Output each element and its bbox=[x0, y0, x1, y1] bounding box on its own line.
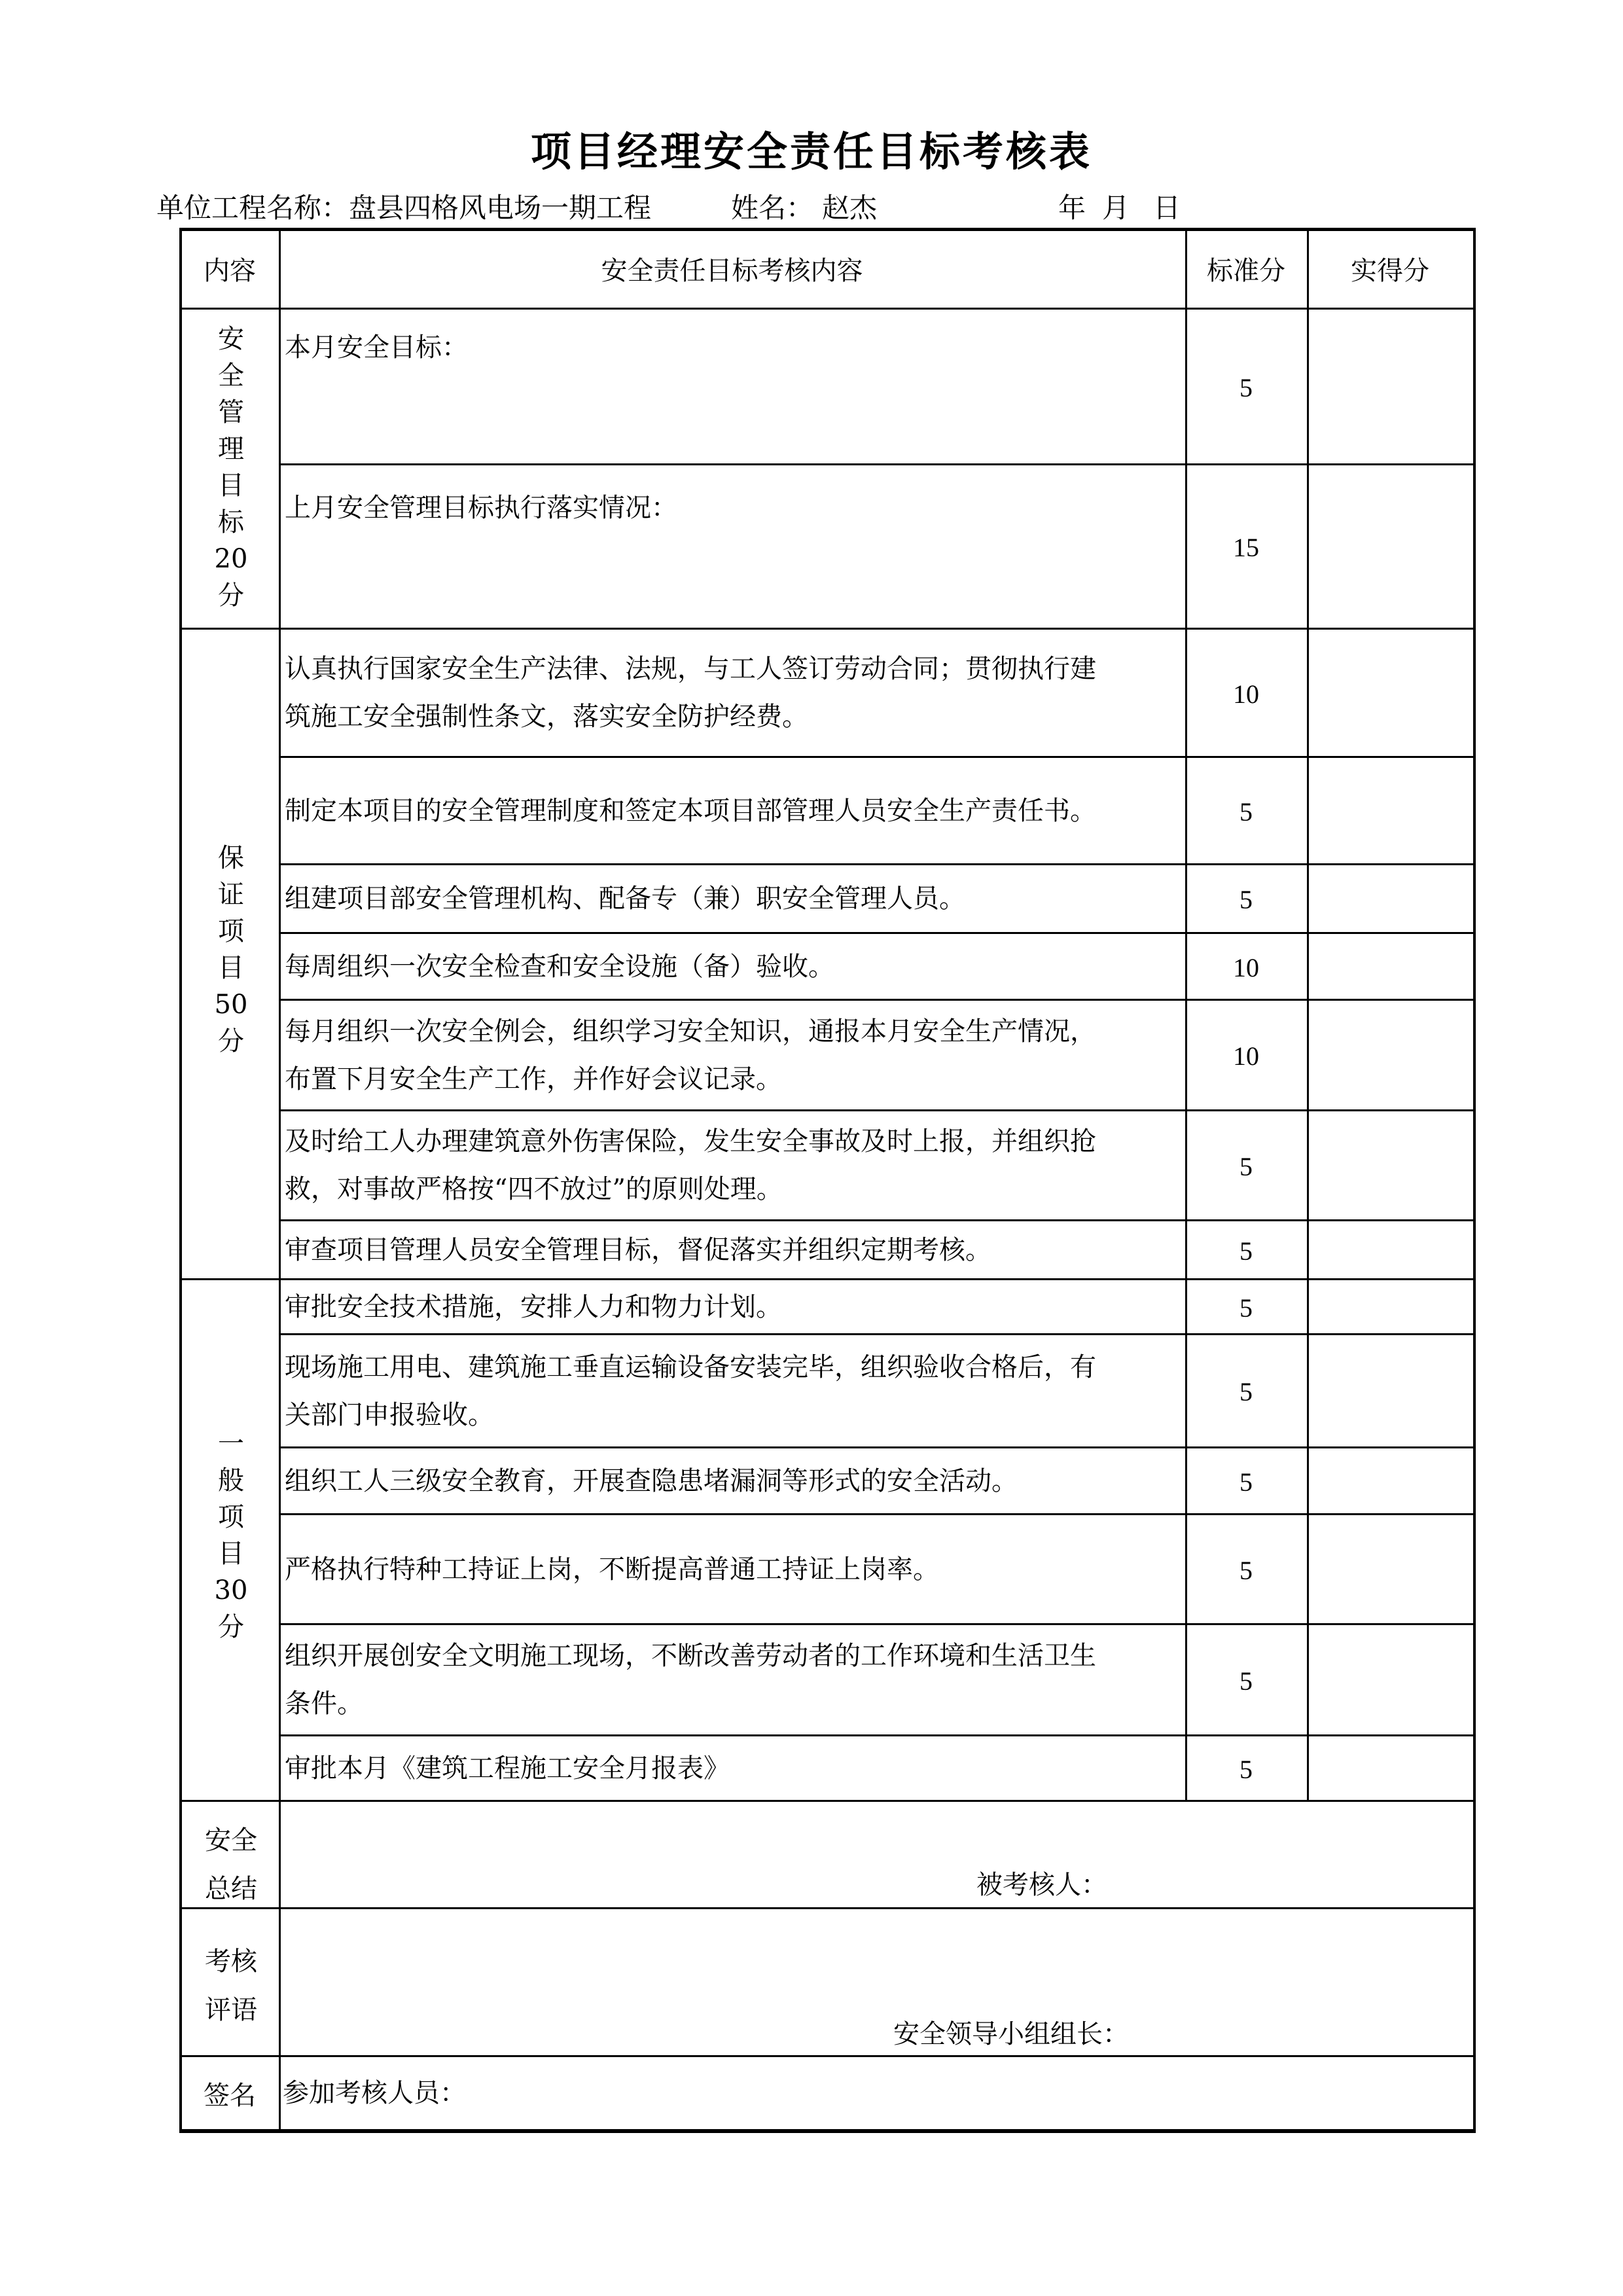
sign-label: 签名 bbox=[204, 2080, 256, 2111]
standard-score: 10 bbox=[1233, 679, 1259, 709]
standard-score: 5 bbox=[1240, 1555, 1253, 1585]
section-label-char: 30 bbox=[214, 1575, 248, 1605]
row-divider bbox=[279, 756, 1473, 758]
section-label-char: 理 bbox=[218, 434, 244, 464]
standard-score: 5 bbox=[1240, 797, 1253, 827]
row-item-text bbox=[281, 1632, 1184, 1728]
row-item-line: 组织开展创安全文明施工现场，不断改善劳动者的工作环境和生活卫生 bbox=[285, 1641, 1096, 1671]
row-item-line: 组建项目部安全管理机构、配备专（兼）职安全管理人员。 bbox=[285, 884, 965, 914]
section-divider bbox=[179, 2055, 1473, 2057]
standard-score: 5 bbox=[1240, 1377, 1253, 1407]
row-item-text bbox=[281, 787, 1184, 835]
row-divider bbox=[279, 1109, 1473, 1111]
row-item-line: 制定本项目的安全管理制度和签定本项目部管理人员安全生产责任书。 bbox=[285, 795, 1096, 826]
standard-score: 5 bbox=[1240, 1151, 1253, 1181]
summary-label-line: 安全 bbox=[205, 1825, 257, 1856]
row-item-text bbox=[281, 324, 1184, 372]
summary-label-line: 总结 bbox=[205, 1874, 257, 1904]
review-label bbox=[183, 1937, 279, 2034]
actual-score-input[interactable] bbox=[1309, 1625, 1472, 1734]
section-label-char: 分 bbox=[218, 581, 244, 611]
row-item-line: 审批安全技术措施，安排人力和物力计划。 bbox=[285, 1291, 782, 1322]
section-divider bbox=[179, 1907, 1473, 1909]
row-divider bbox=[279, 1333, 1473, 1335]
row-divider bbox=[279, 1219, 1473, 1221]
section-label-char: 管 bbox=[218, 397, 244, 427]
row-divider bbox=[279, 1734, 1473, 1736]
row-divider bbox=[279, 463, 1473, 465]
row-item-line: 审批本月《建筑工程施工安全月报表》 bbox=[285, 1753, 730, 1784]
actual-score-input[interactable] bbox=[1309, 865, 1472, 932]
row-item-line: 审查项目管理人员安全管理目标，督促落实并组织定期考核。 bbox=[285, 1234, 991, 1265]
date-year: 年 bbox=[1058, 192, 1086, 224]
table-left-border bbox=[179, 228, 182, 2133]
section-divider bbox=[179, 1278, 1473, 1280]
actual-score-input[interactable] bbox=[1309, 1111, 1472, 1219]
row-item-text bbox=[281, 1227, 1184, 1274]
row-item-text bbox=[281, 1458, 1184, 1505]
row-item-line: 每周组织一次安全检查和安全设施（备）验收。 bbox=[285, 951, 834, 982]
header-content: 内容 bbox=[204, 256, 256, 286]
header-items: 安全责任目标考核内容 bbox=[601, 256, 863, 286]
row-item-text bbox=[281, 1118, 1184, 1213]
row-item-line: 关部门申报验收。 bbox=[285, 1399, 494, 1430]
actual-score-input[interactable] bbox=[1309, 1221, 1472, 1278]
section-label-char: 目 bbox=[218, 953, 244, 983]
review-input[interactable] bbox=[281, 1910, 1472, 2008]
section-label-char: 分 bbox=[218, 1026, 244, 1056]
section-label-general bbox=[183, 1426, 279, 1645]
summary-signer: 被考核人： bbox=[976, 1870, 1107, 1900]
actual-score-input[interactable] bbox=[1309, 630, 1472, 756]
actual-score-input[interactable] bbox=[1309, 1280, 1472, 1333]
review-label-line: 考核 bbox=[205, 1946, 257, 1977]
section-label-char: 目 bbox=[218, 1539, 244, 1569]
page-title: 项目经理安全责任目标考核表 bbox=[530, 128, 1092, 175]
row-item-line: 条件。 bbox=[285, 1689, 363, 1719]
section-divider bbox=[179, 628, 1473, 630]
actual-score-input[interactable] bbox=[1309, 934, 1472, 999]
section-label-char: 目 bbox=[218, 471, 244, 501]
row-divider bbox=[279, 1623, 1473, 1625]
standard-score: 5 bbox=[1240, 1236, 1253, 1266]
section-label-char: 全 bbox=[218, 361, 244, 391]
row-item-text bbox=[281, 1008, 1184, 1103]
header-actual: 实得分 bbox=[1351, 256, 1429, 286]
actual-score-input[interactable] bbox=[1309, 310, 1472, 463]
section-label-char: 般 bbox=[218, 1465, 244, 1496]
table-bottom-border bbox=[179, 2129, 1476, 2133]
actual-score-input[interactable] bbox=[1309, 1335, 1472, 1446]
section-label-char: 证 bbox=[218, 880, 244, 910]
row-divider bbox=[279, 999, 1473, 1001]
actual-score-input[interactable] bbox=[1309, 1001, 1472, 1109]
row-divider bbox=[279, 1446, 1473, 1448]
section-label-char: 分 bbox=[218, 1612, 244, 1642]
standard-score: 10 bbox=[1233, 1041, 1259, 1071]
section-label-char: 项 bbox=[218, 1502, 244, 1532]
row-item-text bbox=[281, 1283, 1184, 1331]
section-label-char: 保 bbox=[218, 843, 244, 873]
table-right-border bbox=[1473, 228, 1476, 2133]
row-divider bbox=[279, 1513, 1473, 1515]
standard-score: 10 bbox=[1233, 952, 1259, 982]
date-day: 日 bbox=[1153, 192, 1181, 224]
section-label-char: 标 bbox=[218, 507, 244, 537]
review-signer: 安全领导小组组长： bbox=[893, 2019, 1129, 2049]
row-item-line: 上月安全管理目标执行落实情况： bbox=[285, 493, 677, 523]
header-standard: 标准分 bbox=[1207, 256, 1285, 286]
summary-label bbox=[183, 1816, 279, 1913]
row-item-text bbox=[281, 645, 1184, 741]
name-value: 赵杰 bbox=[822, 192, 878, 224]
row-item-line: 认真执行国家安全生产法律、法规，与工人签订劳动合同；贯彻执行建 bbox=[285, 654, 1096, 684]
standard-score: 5 bbox=[1240, 1666, 1253, 1696]
row-item-line: 现场施工用电、建筑施工垂直运输设备安装完毕，组织验收合格后，有 bbox=[285, 1352, 1096, 1382]
row-item-text bbox=[281, 1745, 1184, 1793]
name-label: 姓名： bbox=[731, 192, 814, 224]
standard-score: 5 bbox=[1240, 1754, 1253, 1784]
section-label-char: 安 bbox=[218, 324, 244, 354]
section-label-char: 一 bbox=[218, 1429, 244, 1459]
row-divider bbox=[279, 932, 1473, 934]
actual-score-input[interactable] bbox=[1309, 465, 1472, 628]
section-label-char: 20 bbox=[214, 544, 248, 574]
standard-score: 5 bbox=[1240, 1293, 1253, 1323]
actual-score-input[interactable] bbox=[1309, 758, 1472, 863]
row-item-line: 严格执行特种工持证上岗，不断提高普通工持证上岗率。 bbox=[285, 1554, 939, 1585]
standard-score: 5 bbox=[1240, 885, 1253, 914]
row-item-line: 布置下月安全生产工作，并作好会议记录。 bbox=[285, 1064, 782, 1094]
row-item-text bbox=[281, 1546, 1184, 1594]
row-item-line: 每月组织一次安全例会，组织学习安全知识，通报本月安全生产情况， bbox=[285, 1016, 1096, 1047]
row-divider bbox=[279, 863, 1473, 865]
row-item-text bbox=[281, 484, 1184, 532]
section-label-guarantee bbox=[183, 840, 279, 1060]
section-label-char: 50 bbox=[214, 990, 248, 1020]
summary-input[interactable] bbox=[281, 1801, 1472, 1906]
date-month: 月 bbox=[1102, 192, 1130, 224]
row-item-line: 筑施工安全强制性条文，落实安全防护经费。 bbox=[285, 702, 808, 732]
row-item-line: 组织工人三级安全教育，开展查隐患堵漏洞等形式的安全活动。 bbox=[285, 1465, 1018, 1496]
sign-participants[interactable]: 参加考核人员： bbox=[283, 2078, 466, 2108]
actual-score-input[interactable] bbox=[1309, 1448, 1472, 1513]
project-name: 单位工程名称：盘县四格风电场一期工程 bbox=[156, 192, 652, 224]
standard-score: 5 bbox=[1240, 1467, 1253, 1497]
standard-score: 5 bbox=[1240, 373, 1253, 403]
row-item-line: 及时给工人办理建筑意外伤害保险，发生安全事故及时上报，并组织抢 bbox=[285, 1126, 1096, 1157]
standard-score: 15 bbox=[1233, 533, 1259, 562]
row-item-text bbox=[281, 875, 1184, 923]
section-label-char: 项 bbox=[218, 916, 244, 946]
row-item-line: 本月安全目标： bbox=[285, 332, 468, 363]
actual-score-input[interactable] bbox=[1309, 1515, 1472, 1623]
row-item-text bbox=[281, 943, 1184, 991]
section-label-management bbox=[183, 321, 279, 614]
review-label-line: 评语 bbox=[205, 1995, 257, 2025]
row-item-text bbox=[281, 1344, 1184, 1439]
actual-score-input[interactable] bbox=[1309, 1736, 1472, 1800]
row-item-line: 救，对事故严格按“四不放过”的原则处理。 bbox=[285, 1174, 783, 1204]
